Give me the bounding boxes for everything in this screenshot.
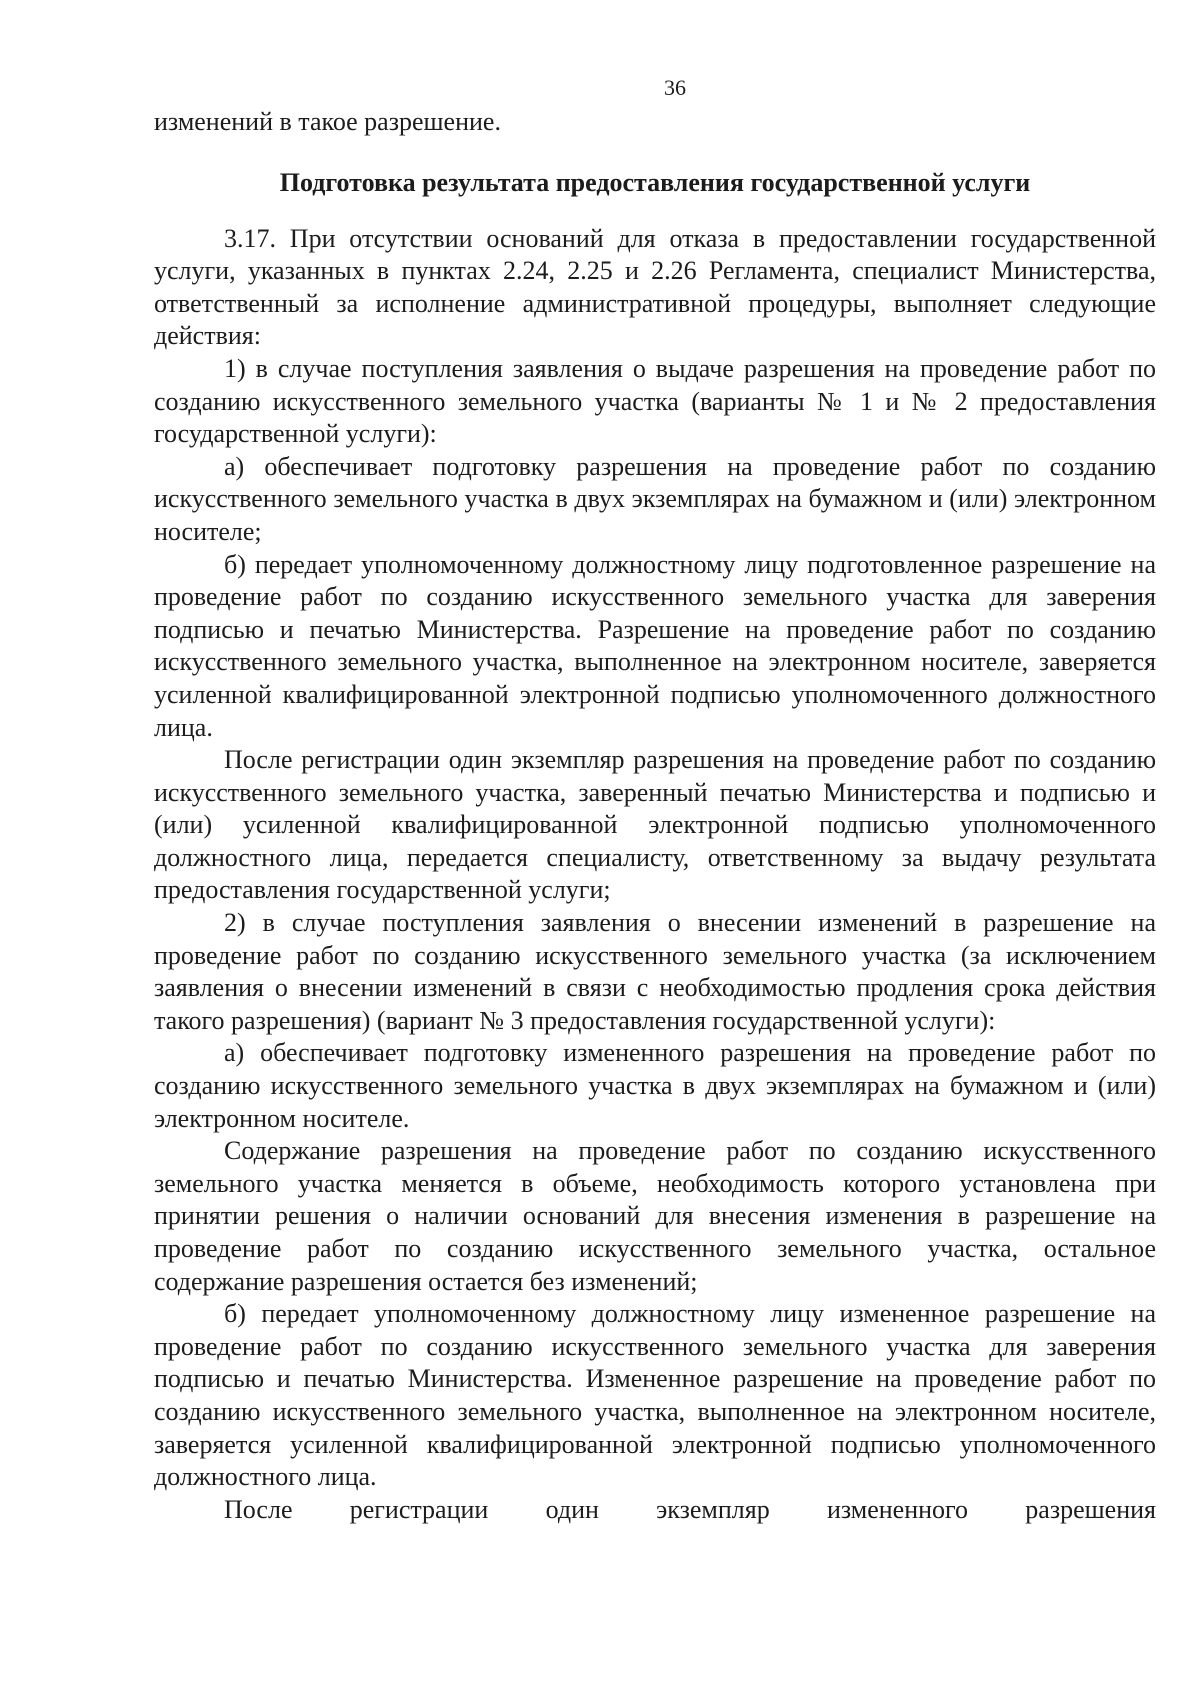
page-number: 36 <box>664 75 686 100</box>
paragraph-item-2a: а) обеспечивает подготовку измененного разрешения на проведение работ по созданию искусственного земельного участка в двух экземплярах на бумажном и (или) электронном носителе. <box>154 1038 1156 1133</box>
paragraph-item-1: 1) в случае поступления заявления о выдаче разрешения на проведение работ по созданию искусственного земельного участка (варианты № 1 и № 2 предоставления государственной услуги): <box>154 353 1156 449</box>
paragraph-item-2b: б) передает уполномоченному должностному лицу измененное разрешение на проведение работ по созданию искусственного земельного участка для заверения подписью и печатью Министерства. Измененное разрешение на проведение работ по созданию искусственного земельного участка, выполненное на электронном носителе, заверяется усиленной квалифицированной электронной подписью уполномоченного должностного лица. <box>154 1299 1156 1492</box>
paragraph-item-1a: а) обеспечивает подготовку разрешения на проведение работ по созданию искусственного земельного участка в двух экземплярах на бумажном и (или) электронном носителе; <box>154 451 1156 546</box>
paragraph-3-17: 3.17. При отсутствии оснований для отказа в предоставлении государственной услуги, указанных в пунктах 2.24, 2.25 и 2.26 Регламента, специалист Министерства, ответственный за исполнение административной процедуры, выполняет следующие действия: <box>154 223 1156 351</box>
paragraph-after-registration-1: После регистрации один экземпляр разрешения на проведение работ по созданию искусственного земельного участка, заверенный печатью Министерства и подписью и (или) усиленной квалифицированной электронной подписью уполномоченного должностного лица, передается специалисту, ответственному за выдачу результата предоставления государственной услуги; <box>154 745 1156 905</box>
paragraph-content-change: Содержание разрешения на проведение работ по созданию искусственного земельного участка меняется в объеме, необходимость которого установлена при принятии решения о наличии оснований для внесения изменения в разрешение на проведение работ по созданию искусственного земельного участка, остальное содержание разрешения остается без изменений; <box>154 1136 1156 1296</box>
document-page <box>154 72 1156 1526</box>
section-heading: Подготовка результата предоставления государственной услуги <box>279 167 1031 197</box>
paragraph-item-2: 2) в случае поступления заявления о внесении изменений в разрешение на проведение работ по созданию искусственного земельного участка (за исключением заявления о внесении изменений в связи с необходимостью продления срока действия такого разрешения) (вариант № 3 предоставления государственной услуги): <box>154 908 1156 1035</box>
carry-over-text: изменений в такое разрешение. <box>154 107 501 136</box>
paragraph-item-1b: б) передает уполномоченному должностному лицу подготовленное разрешение на проведение работ по созданию искусственного земельного участка для заверения подписью и печатью Министерства. Разрешение на проведение работ по созданию искусственного земельного участка, выполненное на электронном носителе, заверяется усиленной квалифицированной электронной подписью уполномоченного должностного лица. <box>154 549 1156 742</box>
paragraph-after-registration-2: После регистрации один экземпляр измененного разрешения <box>224 1494 1156 1524</box>
